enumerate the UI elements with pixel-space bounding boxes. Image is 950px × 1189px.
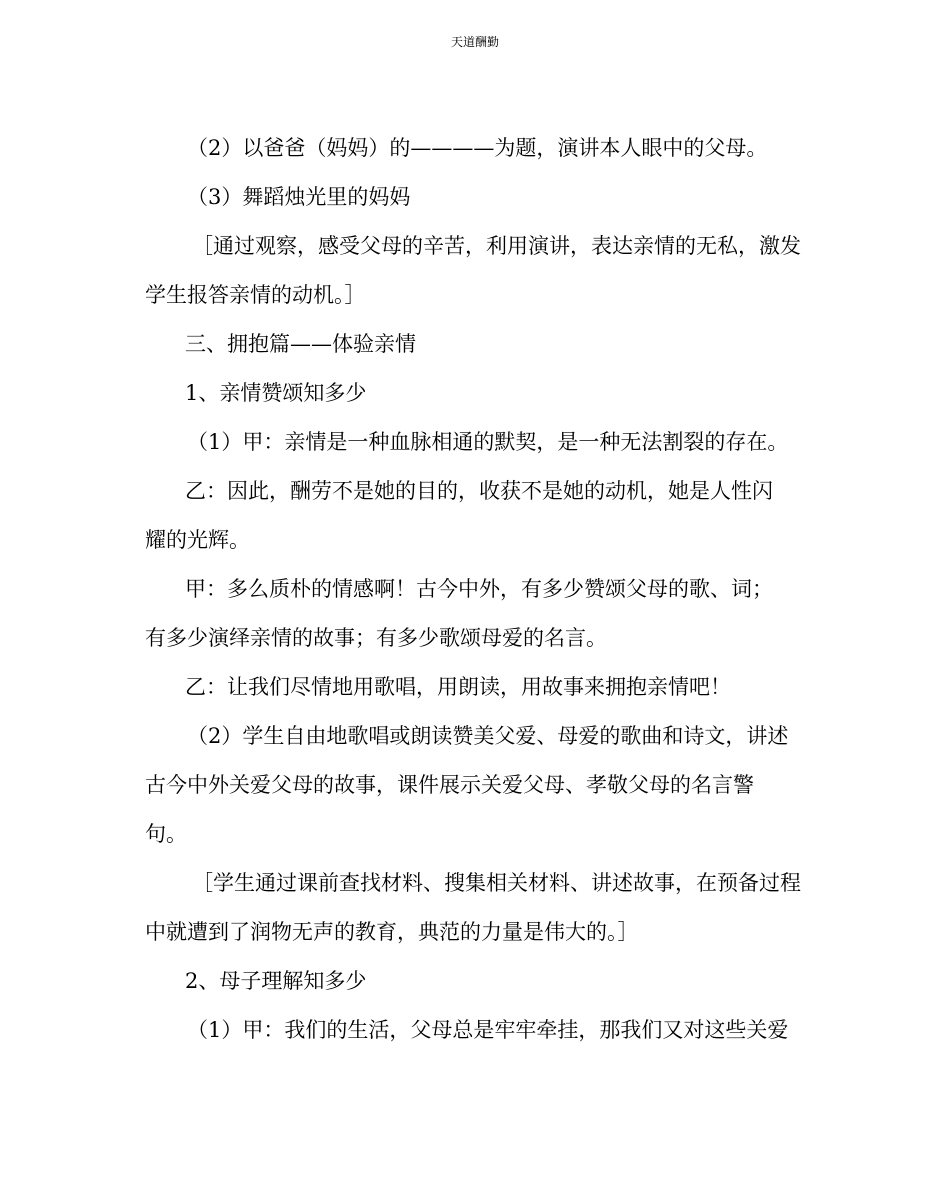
paragraph-10-line-1: （2）学生自由地歌唱或朗读赞美父爱、母爱的歌曲和诗文，讲述 [187, 724, 789, 748]
paragraph-12-line-1: 2、母子理解知多少 [185, 969, 367, 993]
paragraph-7-line-1: 乙：因此，酬劳不是她的目的，收获不是她的动机，她是人性闪 [185, 479, 773, 503]
paragraph-13-line-1: （1）甲：我们的生活，父母总是牢牢牵挂，那我们又对这些关爱 [187, 1018, 789, 1042]
paragraph-8-line-2: 有多少演绎亲情的故事；有多少歌颂母爱的名言。 [145, 626, 607, 650]
paragraph-6-line-1: （1）甲：亲情是一种血脉相通的默契，是一种无法割裂的存在。 [187, 430, 789, 454]
paragraph-9-line-1: 乙：让我们尽情地用歌唱，用朗读，用故事来拥抱亲情吧！ [185, 675, 731, 699]
paragraph-11-line-2: 中就遭到了润物无声的教育，典范的力量是伟大的。］ [145, 920, 639, 944]
paragraph-5-line-1: 1、亲情赞颂知多少 [185, 381, 367, 405]
paragraph-7-line-2: 耀的光辉。 [145, 528, 250, 552]
paragraph-10-line-3: 句。 [145, 822, 187, 846]
document-body [145, 124, 810, 1055]
paragraph-3-line-2: 学生报答亲情的动机。］ [145, 283, 366, 307]
paragraph-11-line-1: ［学生通过课前查找材料、搜集相关材料、讲述故事，在预备过程 [192, 871, 801, 895]
page-header: 天道酬勤 [450, 35, 499, 49]
paragraph-8-line-1: 甲：多么质朴的情感啊！古今中外，有多少赞颂父母的歌、词； [185, 577, 773, 601]
paragraph-2-line-1: （3）舞蹈烛光里的妈妈 [187, 185, 411, 209]
paragraph-3-line-1: ［通过观察，感受父母的辛苦，利用演讲，表达亲情的无私，激发 [192, 234, 801, 258]
paragraph-4-line-1: 三、拥抱篇——体验亲情 [185, 332, 416, 356]
paragraph-1-line-1: （2）以爸爸（妈妈）的————为题，演讲本人眼中的父母。 [187, 136, 768, 160]
paragraph-10-line-2: 古今中外关爱父母的故事，课件展示关爱父母、孝敬父母的名言警 [145, 773, 754, 797]
